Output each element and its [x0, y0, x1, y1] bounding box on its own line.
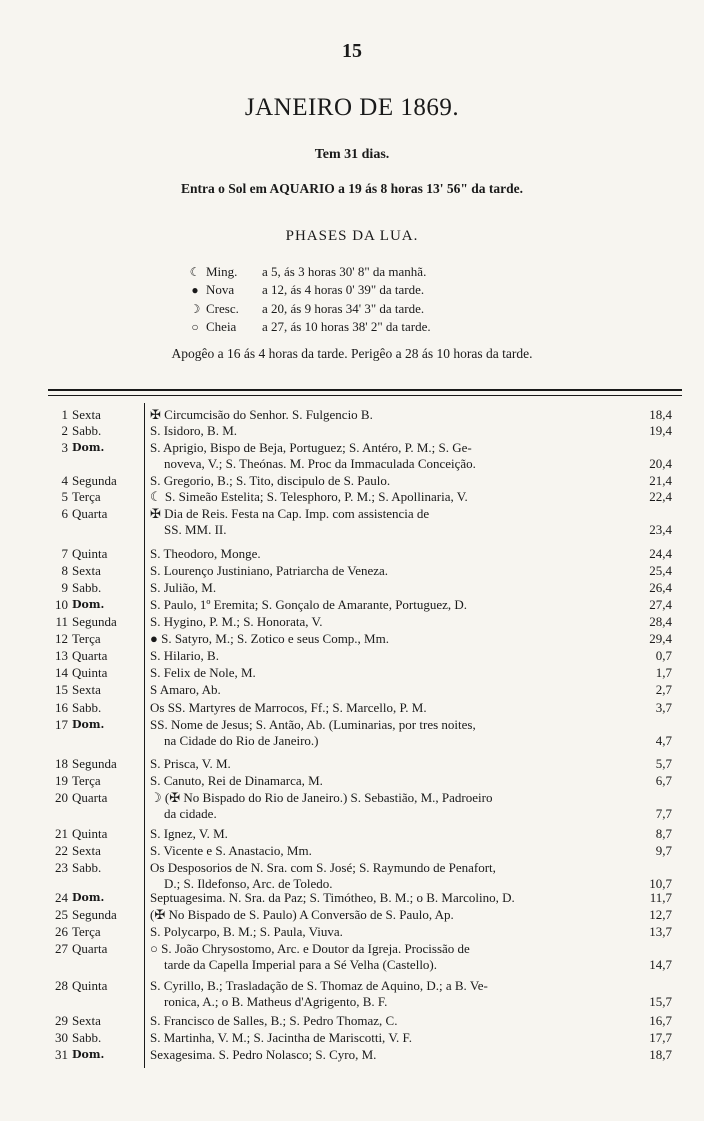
weekday: Quinta [72, 826, 108, 841]
moon-age: 5,7 [655, 756, 672, 771]
column-divider [144, 403, 145, 1068]
saints-text [150, 756, 630, 772]
moon-age: 28,4 [649, 614, 672, 629]
saints-line: S. Isidoro, B. M. [150, 423, 238, 438]
saints-text [150, 907, 630, 923]
moon-age: 18,4 [649, 407, 672, 422]
weekday: Sabb. [72, 1030, 102, 1045]
saints-line: S. Theodoro, Monge. [150, 546, 261, 561]
saints-line: Os SS. Martyres de Marrocos, Ff.; S. Marcello, P. M. [150, 700, 427, 715]
day-number: 2 [61, 423, 68, 438]
saints-text [150, 1030, 630, 1046]
page-number: 15 [342, 40, 362, 62]
full-moon-icon: ○ [191, 320, 199, 335]
weekday: Quarta [72, 648, 108, 663]
saints-text [150, 773, 630, 789]
phase-row [184, 281, 431, 299]
weekday: Sabb. [72, 580, 102, 595]
sun-entry: Entra o Sol em AQUARIO a 19 ás 8 horas 13' 56" da tarde. [180, 181, 523, 196]
phase-name: Cresc. [206, 300, 239, 316]
day-number: 29 [55, 1013, 68, 1028]
moon-age: 19,4 [649, 423, 672, 438]
saints-line: SS. Nome de Jesus; S. Antão, Ab. (Luminarias, por tres noites, [150, 717, 476, 732]
saints-line: ✠ Dia de Reis. Festa na Cap. Imp. com assistencia de [150, 506, 430, 521]
day-number: 25 [55, 907, 68, 922]
page-title: JANEIRO DE 1869. [244, 94, 460, 121]
saints-line: S. Felix de Nole, M. [150, 665, 256, 680]
phases-title: PHASES DA LUA. [285, 228, 419, 244]
weekday: Quinta [72, 665, 108, 680]
day-number: 6 [61, 506, 68, 521]
phase-name: Nova [206, 282, 235, 298]
saints-line: S. Gregorio, B.; S. Tito, discipulo de S. Paulo. [150, 473, 391, 488]
saints-text [150, 407, 630, 423]
day-number: 7 [61, 546, 68, 561]
moon-age: 26,4 [649, 580, 672, 595]
saints-line: (✠ No Bispado de S. Paulo) A Conversão de S. Paulo, Ap. [150, 907, 454, 922]
phase-row [184, 318, 431, 336]
saints-text [150, 665, 630, 681]
saints-text [150, 890, 630, 906]
weekday: Sexta [72, 407, 101, 422]
day-number: 9 [61, 580, 68, 595]
moon-age: 24,4 [649, 546, 672, 561]
saints-text [150, 790, 630, 822]
day-number: 16 [55, 700, 68, 715]
saints-text [150, 682, 630, 698]
days-count: Tem 31 dias. [314, 147, 390, 162]
weekday: Dom. [72, 598, 105, 611]
day-number: 28 [55, 978, 68, 993]
moon-age: 23,4 [649, 522, 672, 537]
weekday: Quinta [72, 978, 108, 993]
saints-text [150, 614, 630, 630]
moon-age: 20,4 [649, 456, 672, 471]
saints-text [150, 648, 630, 664]
weekday: Quarta [72, 941, 108, 956]
day-number: 14 [55, 665, 68, 680]
weekday: Quarta [72, 790, 108, 805]
weekday: Sexta [72, 843, 101, 858]
day-number: 30 [55, 1030, 68, 1045]
saints-text [150, 860, 630, 892]
day-number: 12 [55, 631, 68, 646]
saints-line: Sexagesima. S. Pedro Nolasco; S. Cyro, M. [150, 1047, 377, 1062]
saints-text [150, 597, 630, 613]
weekday: Dom. [72, 891, 105, 904]
moon-age: 10,7 [649, 876, 672, 891]
day-number: 3 [61, 440, 68, 455]
weekday: Segunda [72, 473, 117, 488]
saints-line: S. Canuto, Rei de Dinamarca, M. [150, 773, 323, 788]
moon-age: 9,7 [655, 843, 672, 858]
saints-line: S. Hygino, P. M.; S. Honorata, V. [150, 614, 323, 629]
day-number: 11 [55, 614, 68, 629]
divider [48, 389, 682, 391]
saints-line: S. Cyrillo, B.; Trasladação de S. Thomaz de Aquino, D.; a B. Ve- [150, 978, 488, 993]
weekday: Terça [72, 924, 101, 939]
saints-line: ● S. Satyro, M.; S. Zotico e seus Comp., Mm. [150, 631, 389, 646]
new-moon-icon: ● [191, 283, 199, 298]
saints-line: S. Vicente e S. Anastacio, Mm. [150, 843, 312, 858]
saints-line: S. Martinha, V. M.; S. Jacintha de Mariscotti, V. F. [150, 1030, 412, 1045]
phase-when: a 12, ás 4 horas 0' 39" da tarde. [262, 282, 425, 298]
day-number: 8 [61, 563, 68, 578]
phase-row [184, 263, 431, 281]
saints-text [150, 440, 630, 472]
phase-name: Cheia [206, 319, 237, 335]
moon-age: 14,7 [649, 957, 672, 972]
weekday: Dom. [72, 718, 105, 731]
saints-line: S. Hilario, B. [150, 648, 219, 663]
phase-when: a 27, ás 10 horas 38' 2" da tarde. [262, 319, 431, 335]
saints-text [150, 423, 630, 439]
weekday: Dom. [72, 1048, 105, 1061]
day-number: 4 [61, 473, 68, 488]
saints-line: Os Desposorios de N. Sra. com S. José; S. Raymundo de Penafort, [150, 860, 496, 875]
weekday: Sexta [72, 682, 101, 697]
saints-line: S. Prisca, V. M. [150, 756, 231, 771]
saints-line-continued: SS. MM. II. [164, 522, 227, 537]
saints-line-continued: tarde da Capella Imperial para a Sé Velha (Castello). [164, 957, 438, 972]
day-number: 17 [55, 717, 68, 732]
phase-when: a 20, ás 9 horas 34' 3" da tarde. [262, 300, 425, 316]
saints-line: S. Aprigio, Bispo de Beja, Portuguez; S. Antéro, P. M.; S. Ge- [150, 440, 472, 455]
moon-age: 4,7 [655, 733, 672, 748]
moon-age: 16,7 [649, 1013, 672, 1028]
apogee-perigee: Apogêo a 16 ás 4 horas da tarde. Perigêo a 28 ás 10 horas da tarde. [171, 346, 533, 361]
moon-age: 7,7 [655, 806, 672, 821]
day-number: 26 [55, 924, 68, 939]
moon-age: 13,7 [649, 924, 672, 939]
day-number: 18 [55, 756, 68, 771]
day-number: 13 [55, 648, 68, 663]
phase-when: a 5, ás 3 horas 30' 8" da manhã. [262, 264, 427, 279]
moon-age: 2,7 [655, 682, 672, 697]
waning-moon-icon: ☾ [189, 265, 201, 279]
saints-line-continued: da cidade. [164, 806, 217, 821]
moon-age: 29,4 [649, 631, 672, 646]
day-number: 22 [55, 843, 68, 858]
saints-text [150, 843, 630, 859]
saints-text [150, 978, 630, 1010]
moon-age: 18,7 [649, 1047, 672, 1062]
saints-text [150, 941, 630, 973]
day-number: 10 [55, 597, 68, 612]
saints-line-continued: noveva, V.; S. Theónas. M. Proc da Immaculada Conceição. [164, 456, 476, 471]
saints-text [150, 563, 630, 579]
saints-line: S Amaro, Ab. [150, 682, 221, 697]
saints-text [150, 631, 630, 647]
moon-age: 6,7 [655, 773, 672, 788]
saints-text [150, 700, 630, 716]
saints-line-continued: ronica, A.; o B. Matheus d'Agrigento, B. F. [164, 994, 388, 1009]
day-number: 20 [55, 790, 68, 805]
saints-text [150, 546, 630, 562]
moon-age: 11,7 [649, 890, 672, 905]
saints-text [150, 826, 630, 842]
weekday: Segunda [72, 756, 117, 771]
saints-line: ☾ S. Simeão Estelita; S. Telesphoro, P. M.; S. Apollinaria, V. [150, 489, 468, 504]
day-number: 27 [55, 941, 68, 956]
weekday: Dom. [72, 441, 105, 454]
moon-age: 22,4 [649, 489, 672, 504]
saints-text [150, 473, 630, 489]
waxing-moon-icon: ☽ [189, 301, 201, 316]
saints-line: S. Polycarpo, B. M.; S. Paula, Viuva. [150, 924, 343, 939]
weekday: Sabb. [72, 700, 102, 715]
weekday: Terça [72, 489, 101, 504]
saints-line-continued: na Cidade do Rio de Janeiro.) [164, 733, 319, 748]
day-number: 21 [55, 826, 68, 841]
saints-line: S. Lourenço Justiniano, Patriarcha de Veneza. [150, 563, 389, 578]
moon-age: 25,4 [649, 563, 672, 578]
moon-age: 1,7 [655, 665, 672, 680]
weekday: Sabb. [72, 423, 102, 438]
weekday: Quinta [72, 546, 108, 561]
phase-row [184, 300, 431, 318]
day-number: 15 [55, 682, 68, 697]
weekday: Sabb. [72, 860, 102, 875]
saints-line: ☽ (✠ No Bispado do Rio de Janeiro.) S. Sebastião, M., Padroeiro [150, 790, 493, 805]
moon-phases [184, 263, 431, 337]
day-number: 5 [61, 489, 68, 504]
moon-age: 0,7 [655, 648, 672, 663]
weekday: Sexta [72, 563, 101, 578]
saints-text [150, 1047, 630, 1063]
day-number: 19 [55, 773, 68, 788]
phase-name: Ming. [206, 264, 238, 279]
saints-text [150, 717, 630, 749]
saints-line: S. Ignez, V. M. [150, 826, 228, 841]
saints-text [150, 506, 630, 538]
saints-text [150, 1013, 630, 1029]
saints-line-continued: D.; S. Ildefonso, Arc. de Toledo. [164, 876, 333, 891]
weekday: Terça [72, 631, 101, 646]
saints-line: S. Julião, M. [150, 580, 217, 595]
weekday: Segunda [72, 907, 117, 922]
weekday: Terça [72, 773, 101, 788]
day-number: 1 [61, 407, 68, 422]
saints-text [150, 924, 630, 940]
moon-age: 27,4 [649, 597, 672, 612]
day-number: 24 [55, 890, 68, 905]
divider [48, 395, 682, 396]
saints-text [150, 489, 630, 505]
saints-line: ○ S. João Chrysostomo, Arc. e Doutor da Igreja. Procissão de [150, 941, 470, 956]
day-number: 31 [55, 1047, 68, 1062]
moon-age: 3,7 [655, 700, 672, 715]
day-number: 23 [55, 860, 68, 875]
weekday: Quarta [72, 506, 108, 521]
weekday: Sexta [72, 1013, 101, 1028]
moon-age: 8,7 [655, 826, 672, 841]
saints-line: ✠ Circumcisão do Senhor. S. Fulgencio B. [150, 407, 373, 422]
saints-line: S. Paulo, 1º Eremita; S. Gonçalo de Amarante, Portuguez, D. [150, 597, 468, 612]
moon-age: 17,7 [649, 1030, 672, 1045]
weekday: Segunda [72, 614, 117, 629]
saints-line: S. Francisco de Salles, B.; S. Pedro Thomaz, C. [150, 1013, 398, 1028]
saints-text [150, 580, 630, 596]
moon-age: 21,4 [649, 473, 672, 488]
moon-age: 12,7 [649, 907, 672, 922]
saints-line: Septuagesima. N. Sra. da Paz; S. Timótheo, B. M.; o B. Marcolino, D. [150, 890, 515, 905]
moon-age: 15,7 [649, 994, 672, 1009]
